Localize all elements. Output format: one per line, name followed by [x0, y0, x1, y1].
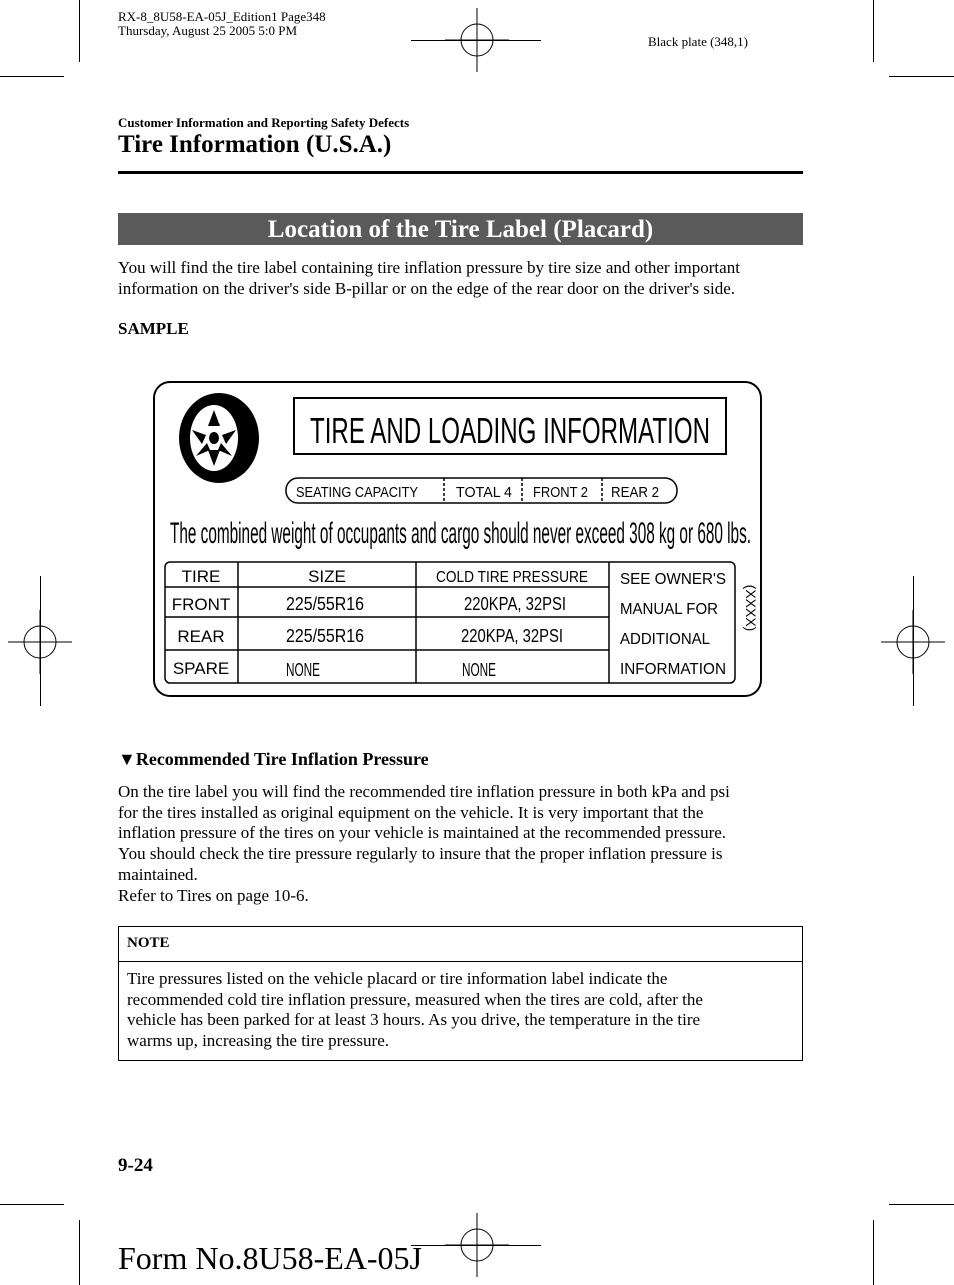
crop-mark [873, 1220, 874, 1285]
subheading-text: Recommended Tire Inflation Pressure [135, 749, 429, 769]
body-line: Refer to Tires on page 10-6. [118, 885, 309, 905]
page-title: Tire Information (U.S.A.) [118, 131, 392, 158]
note-line: warms up, increasing the tire pressure. [127, 1031, 389, 1051]
intro-line: You will find the tire label containing tire inflation pressure by tire size and other important [118, 258, 740, 277]
row-rear-size: 225/55R16 [286, 626, 364, 646]
see-manual-line: ADDITIONAL [620, 631, 711, 648]
row-rear-tire: REAR [177, 627, 225, 646]
placard-code: (XXXX) [743, 584, 759, 632]
page-number: 9-24 [118, 1155, 153, 1176]
body-line: You should check the tire pressure regularly to insure that the proper inflation pressure is [118, 844, 723, 864]
tire-icon [179, 393, 259, 483]
note-line: recommended cold tire inflation pressure, measured when the tires are cold, after the [127, 989, 703, 1009]
note-header [119, 927, 802, 962]
crop-mark [40, 576, 41, 706]
sample-label: SAMPLE [118, 319, 189, 338]
row-spare-pressure: NONE [462, 660, 496, 680]
total-occupants: TOTAL 4 [456, 484, 512, 501]
crop-mark [79, 0, 80, 62]
crop-mark [889, 76, 954, 77]
print-plate: Black plate (348,1) [648, 34, 748, 49]
intro-line: information on the driver's side B-pillar or on the edge of the rear door on the driver's side. [118, 278, 736, 298]
title-rule [118, 171, 803, 174]
section-label: Customer Information and Reporting Safety Defects [118, 115, 410, 130]
row-spare-size: NONE [286, 660, 320, 680]
header-size: SIZE [308, 567, 346, 586]
row-front-tire: FRONT [171, 595, 231, 614]
crop-mark [411, 40, 541, 41]
crop-mark [913, 576, 914, 706]
seating-capacity-label: SEATING CAPACITY [296, 484, 418, 501]
subheading [118, 749, 429, 770]
note-title: NOTE [127, 935, 170, 951]
note-line: vehicle has been parked for at least 3 hours. As you drive, the temperature in the tire [127, 1010, 701, 1030]
form-number: Form No.8U58-EA-05J [118, 1240, 422, 1276]
row-rear-pressure: 220KPA, 32PSI [461, 626, 563, 646]
section-heading: Location of the Tire Label (Placard) [118, 213, 803, 245]
crop-mark [873, 0, 874, 62]
print-date-line: Thursday, August 25 2005 5:0 PM [118, 23, 297, 38]
row-front-size: 225/55R16 [286, 594, 364, 614]
see-manual-line: MANUAL FOR [620, 601, 718, 618]
weight-warning: The combined weight of occupants and cargo should never exceed 308 kg or 680 lbs. [170, 517, 751, 550]
header-tire: TIRE [181, 567, 221, 586]
note-text [127, 969, 797, 1052]
front-occupants: FRONT 2 [533, 484, 588, 501]
see-manual-line: INFORMATION [620, 661, 726, 678]
tire-placard [150, 380, 764, 700]
body-line: inflation pressure of the tires on your vehicle is maintained at the recommended pressure. [118, 823, 727, 843]
crop-mark [0, 1204, 64, 1205]
rear-occupants: REAR 2 [611, 484, 659, 501]
see-manual-line: SEE OWNER'S [620, 571, 726, 588]
row-front-pressure: 220KPA, 32PSI [464, 594, 566, 614]
print-job-line: RX-8_8U58-EA-05J_Edition1 Page348 [118, 9, 326, 24]
body-line: maintained. [118, 864, 198, 884]
body-line: for the tires installed as original equipment on the vehicle. It is very important that the [118, 802, 704, 822]
row-spare-tire: SPARE [172, 659, 230, 678]
intro-paragraph [118, 258, 808, 299]
crop-mark [0, 76, 64, 77]
crop-mark [889, 1204, 954, 1205]
body-line: On the tire label you will find the recommended tire inflation pressure in both kPa and psi [118, 782, 730, 801]
header-cold-tire-pressure: COLD TIRE PRESSURE [436, 569, 588, 586]
crop-mark [79, 1220, 80, 1285]
note-line: Tire pressures listed on the vehicle placard or tire information label indicate the [127, 969, 668, 988]
crop-mark [411, 1245, 541, 1246]
body-paragraph [118, 782, 808, 906]
note-box [118, 926, 803, 1061]
triangle-marker-icon: ▼ [118, 749, 136, 769]
placard-title: TIRE AND LOADING INFORMATION [310, 410, 710, 451]
